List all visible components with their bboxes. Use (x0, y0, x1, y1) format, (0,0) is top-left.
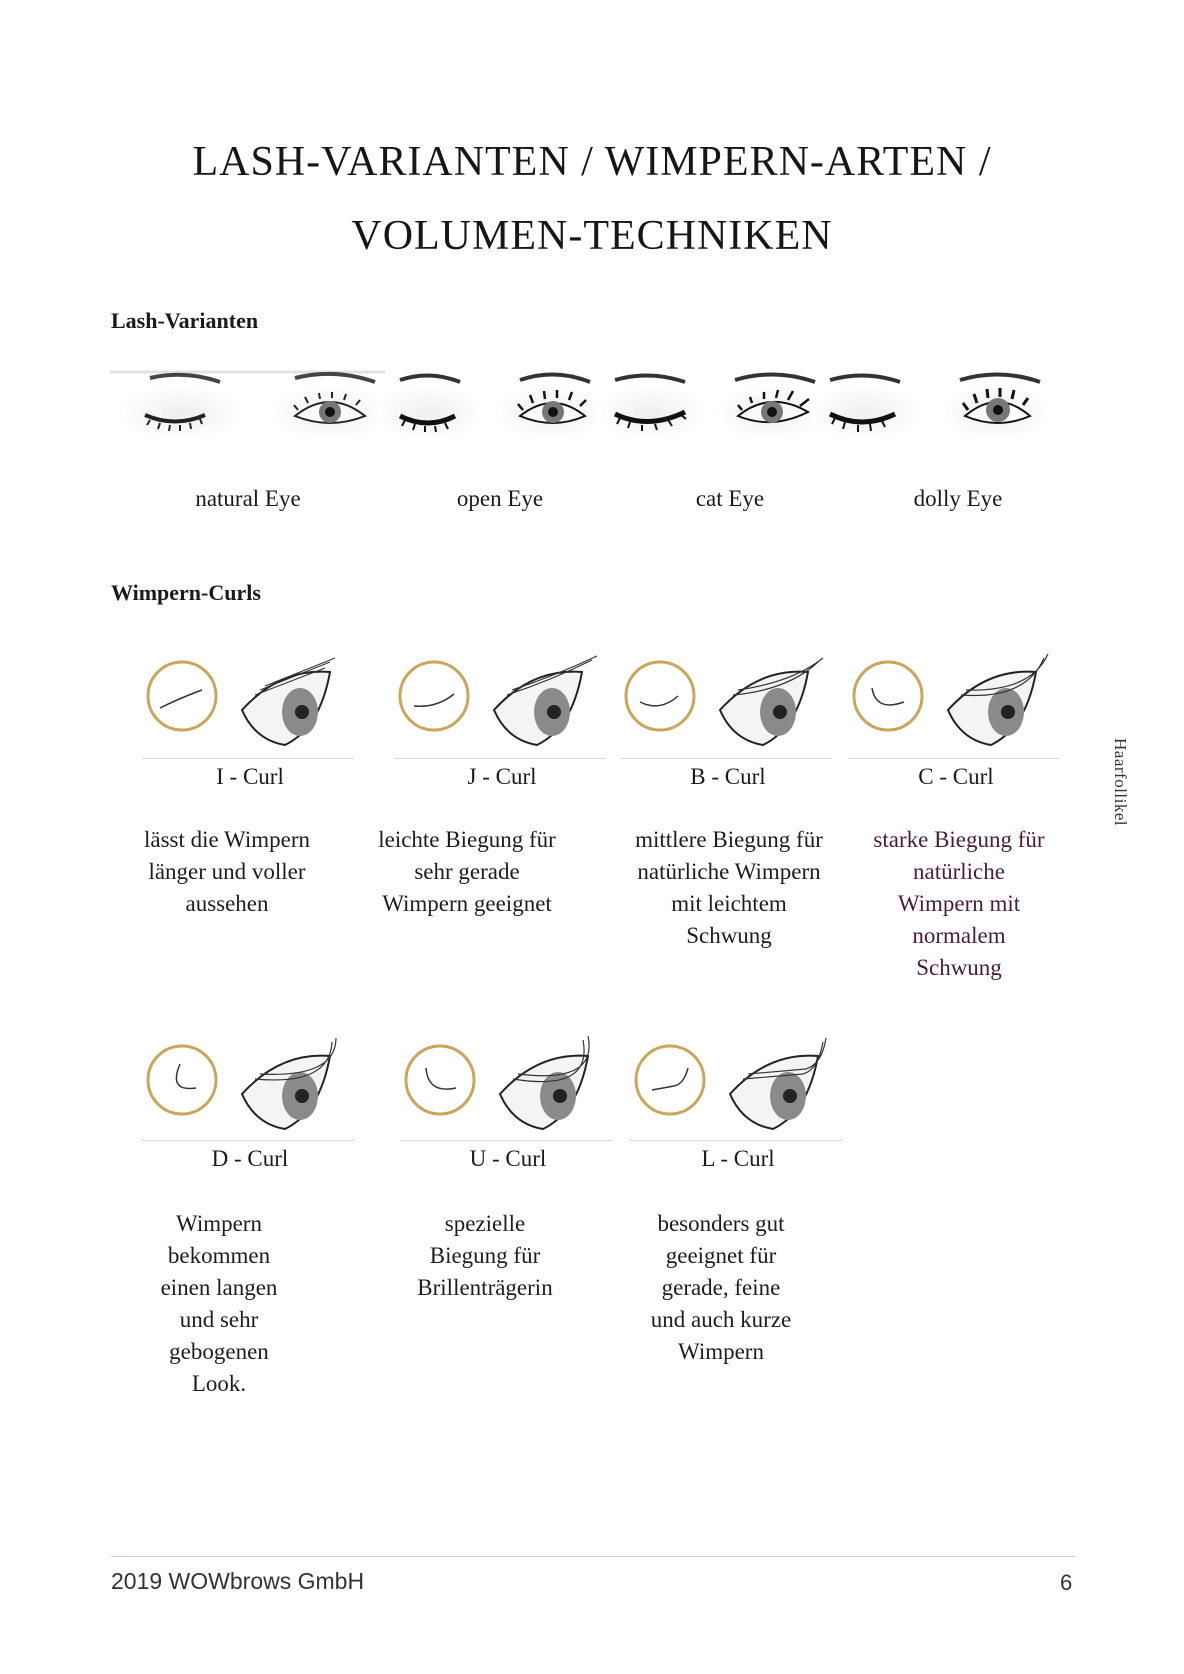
page-title-line-2: VOLUMEN-TECHNIKEN (351, 213, 833, 259)
curl-name-c: C - Curl (918, 764, 994, 789)
curl-description-u: spezielle Biegung für Brillenträgerin (417, 1211, 553, 1300)
curl-name-l: L - Curl (701, 1146, 775, 1171)
curl-description-l: besonders gut geeignet für gerade, feine und auch kurze Wimpern (650, 1211, 792, 1364)
curl-description-b: mittlere Biegung für natürliche Wimpern mit leichtem Schwung (635, 827, 823, 948)
d-curl-illustration (140, 1034, 360, 1144)
curl-name-i: I - Curl (216, 764, 284, 789)
u-curl-illustration (398, 1034, 618, 1144)
wimpern-curls-heading: Wimpern-Curls (111, 580, 261, 605)
variant-label-dolly: dolly Eye (913, 486, 1003, 511)
footer-company: 2019 WOWbrows GmbH (111, 1568, 365, 1594)
curl-name-d: D - Curl (211, 1146, 289, 1171)
b-curl-illustration (618, 650, 838, 760)
curl-name-b: B - Curl (690, 764, 766, 789)
i-curl-illustration (140, 650, 360, 760)
lash-variants-illustration (110, 368, 1070, 458)
page-number: 6 (1060, 1570, 1073, 1595)
lash-variants-heading: Lash-Varianten (111, 308, 259, 333)
curl-description-i: lässt die Wimpern länger und voller aussehen (143, 827, 310, 916)
footer-divider (111, 1556, 1075, 1557)
side-note-haarfollikel: Haarfollikel (1111, 738, 1130, 827)
variant-label-natural: natural Eye (195, 486, 301, 511)
l-curl-illustration (628, 1034, 848, 1144)
curl-name-u: U - Curl (469, 1146, 547, 1171)
curl-name-j: J - Curl (467, 764, 537, 789)
curl-description-d: Wimpern bekommen einen langen und sehr gebogenen Look. (160, 1211, 278, 1396)
curl-description-j: leichte Biegung für sehr gerade Wimpern geeignet (378, 827, 556, 916)
variant-label-cat: cat Eye (695, 486, 765, 511)
j-curl-illustration (392, 650, 612, 760)
variant-label-open: open Eye (456, 486, 544, 511)
curl-description-c: starke Biegung für natürliche Wimpern mit normalem Schwung (873, 827, 1045, 980)
c-curl-illustration (846, 650, 1066, 760)
page-title-line-1: LASH-VARIANTEN / WIMPERN-ARTEN / (192, 139, 992, 185)
